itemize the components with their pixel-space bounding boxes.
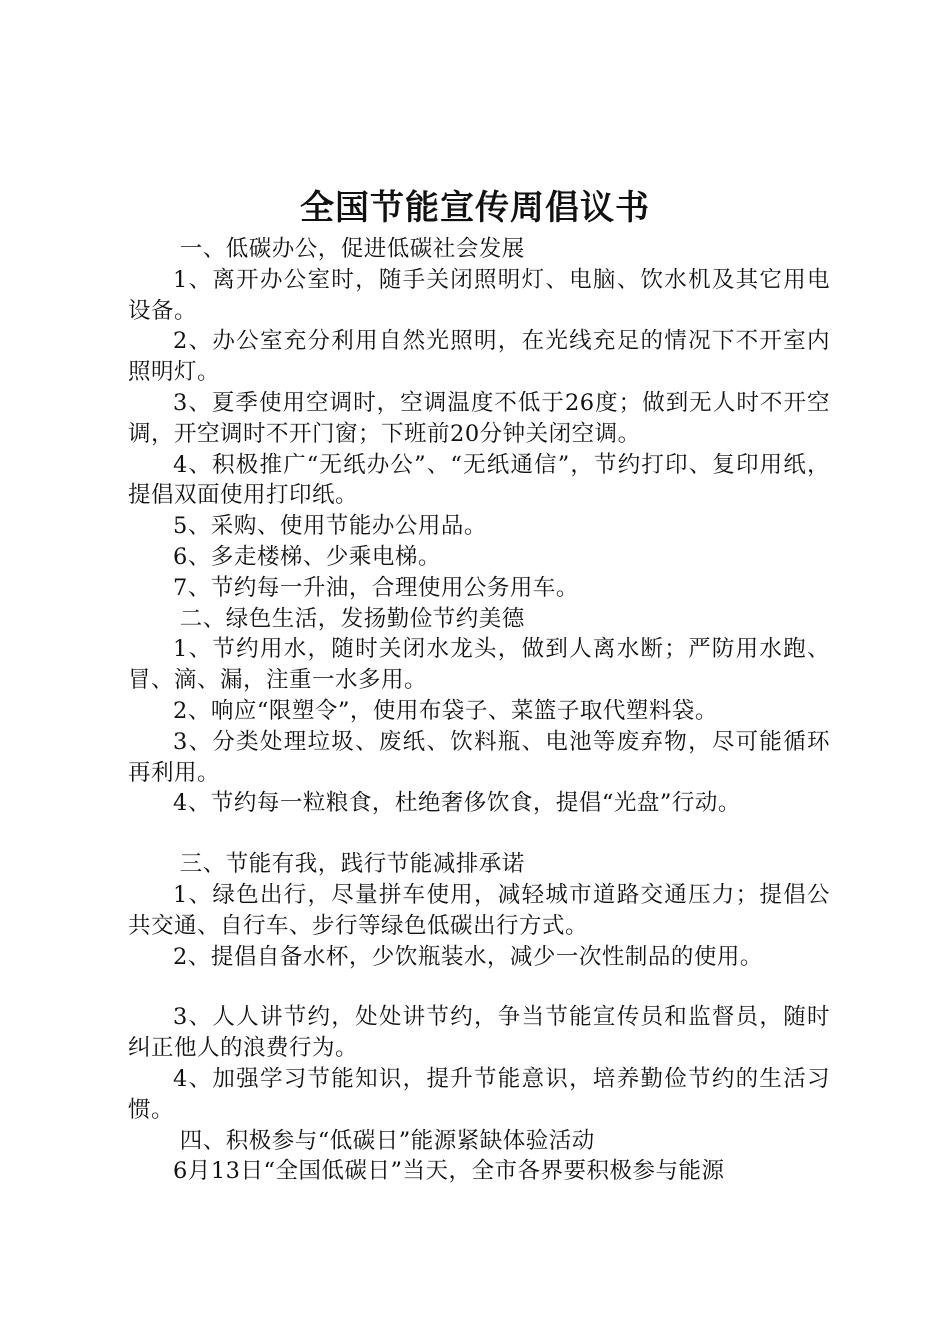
document-body bbox=[128, 234, 830, 1187]
paragraph: 6月13日“全国低碳日”当天，全市各界要积极参与能源 bbox=[173, 1158, 725, 1185]
paragraph: 1、绿色出行，尽量拼车使用，减轻城市道路交通压力；提倡公共交通、自行车、步行等绿色低碳出行方式。 bbox=[128, 881, 830, 939]
section-heading-2: 二、绿色生活，发扬勤俭节约美德 bbox=[179, 605, 525, 632]
paragraph: 5、采购、使用节能办公用品。 bbox=[173, 513, 487, 540]
paragraph: 3、夏季使用空调时，空调温度不低于26度；做到无人时不开空调，开空调时不开门窗；下班前20分钟关闭空调。 bbox=[128, 389, 830, 447]
document-title: 全国节能宣传周倡议书 bbox=[300, 188, 650, 228]
paragraph: 2、办公室充分利用自然光照明，在光线充足的情况下不开室内照明灯。 bbox=[128, 328, 830, 386]
paragraph: 1、节约用水，随时关闭水龙头，做到人离水断；严防用水跑、冒、滴、漏，注重一水多用。 bbox=[128, 636, 830, 694]
paragraph: 3、人人讲节约，处处讲节约，争当节能宣传员和监督员，随时纠正他人的浪费行为。 bbox=[128, 1004, 830, 1062]
paragraph: 2、提倡自备水杯，少饮瓶装水，减少一次性制品的使用。 bbox=[173, 943, 763, 970]
paragraph: 7、节约每一升油，合理使用公务用车。 bbox=[173, 574, 579, 601]
paragraph: 1、离开办公室时，随手关闭照明灯、电脑、饮水机及其它用电设备。 bbox=[128, 266, 830, 324]
section-heading-1: 一、低碳办公，促进低碳社会发展 bbox=[179, 236, 525, 262]
paragraph: 4、加强学习节能知识，提升节能意识，培养勤俭节约的生活习惯。 bbox=[128, 1065, 830, 1123]
section-heading-4: 四、积极参与“低碳日”能源紧缺体验活动 bbox=[179, 1127, 595, 1154]
paragraph: 2、响应“限塑令”，使用布袋子、菜篮子取代塑料袋。 bbox=[173, 697, 718, 724]
paragraph: 4、节约每一粒粮食，杜绝奢侈饮食，提倡“光盘”行动。 bbox=[173, 790, 741, 817]
paragraph: 4、积极推广“无纸办公”、“无纸通信”，节约打印、复印用纸，提倡双面使用打印纸。 bbox=[128, 451, 830, 509]
paragraph: 3、分类处理垃圾、废纸、饮料瓶、电池等废弃物，尽可能循环再利用。 bbox=[128, 728, 830, 786]
paragraph: 6、多走楼梯、少乘电梯。 bbox=[173, 543, 441, 570]
section-heading-3: 三、节能有我，践行节能减排承诺 bbox=[179, 851, 525, 878]
